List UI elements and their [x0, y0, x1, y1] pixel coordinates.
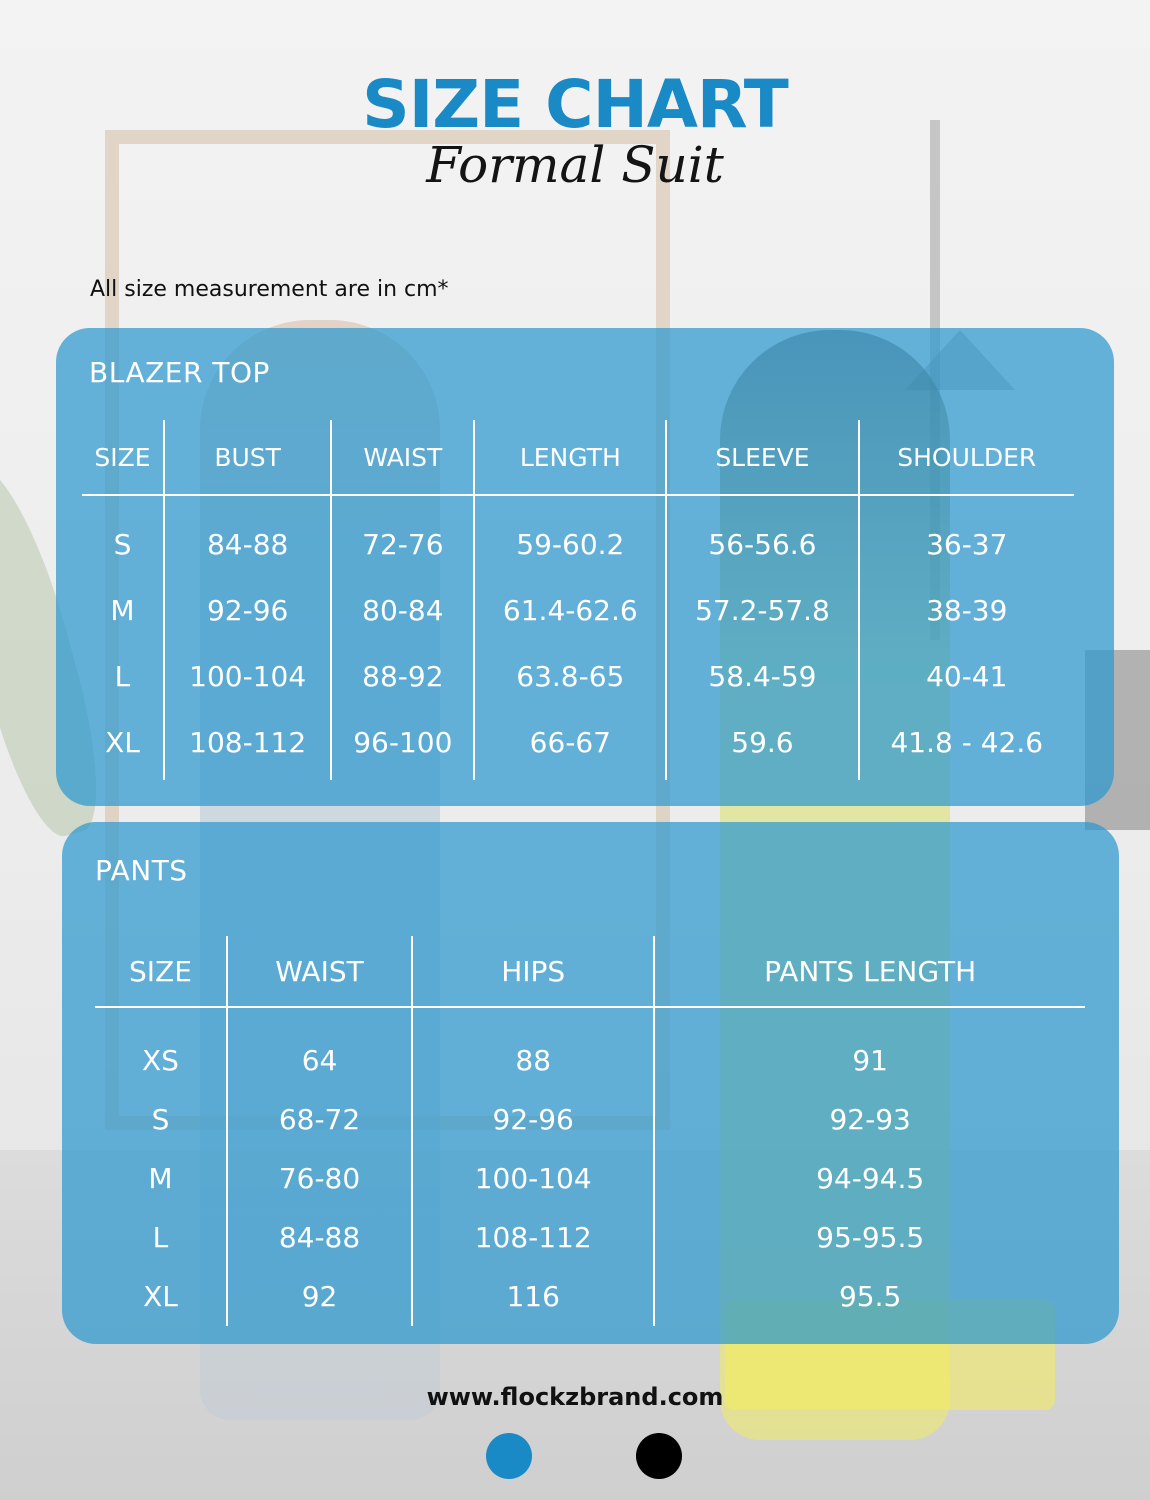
table-cell: 92 — [227, 1267, 412, 1326]
table-cell: 88-92 — [331, 643, 474, 709]
table-cell: 38-39 — [859, 577, 1074, 643]
table-cell: 41.8 - 42.6 — [859, 709, 1074, 780]
column-header: WAIST — [331, 420, 474, 495]
column-header: SHOULDER — [859, 420, 1074, 495]
table-row — [95, 1149, 1085, 1208]
table-cell: 92-96 — [412, 1090, 654, 1149]
website-link[interactable]: www.flockzbrand.com — [426, 1383, 724, 1411]
page-subtitle: Formal Suit — [426, 136, 724, 194]
column-header: WAIST — [227, 936, 412, 1007]
page-title: SIZE CHART — [362, 66, 788, 143]
table-cell: 96-100 — [331, 709, 474, 780]
blazer-size-table — [82, 420, 1074, 780]
table-row — [82, 709, 1074, 780]
table-cell: S — [151, 1103, 170, 1136]
measurement-note: All size measurement are in cm* — [90, 277, 449, 302]
color-swatch-black[interactable] — [636, 1433, 682, 1479]
table-cell: 91 — [654, 1007, 1085, 1090]
table-cell: 57.2-57.8 — [666, 577, 858, 643]
table-row — [82, 577, 1074, 643]
table-cell: L — [114, 659, 131, 693]
table-header-row — [82, 420, 1074, 495]
column-header: SIZE — [82, 420, 164, 495]
table-cell: 116 — [412, 1267, 654, 1326]
table-cell: 59.6 — [666, 709, 858, 780]
table-cell: 61.4-62.6 — [474, 577, 666, 643]
pants-size-panel — [62, 822, 1119, 1344]
pants-heading: PANTS — [95, 854, 188, 887]
table-cell: 59-60.2 — [474, 495, 666, 577]
table-cell: 66-67 — [474, 709, 666, 780]
table-cell: 108-112 — [164, 709, 332, 780]
table-cell: 84-88 — [227, 1208, 412, 1267]
table-cell: 92-93 — [654, 1090, 1085, 1149]
blazer-size-panel — [56, 328, 1114, 806]
table-cell: 84-88 — [164, 495, 332, 577]
table-cell: XL — [105, 725, 140, 759]
table-row — [95, 1208, 1085, 1267]
pants-size-table — [95, 936, 1085, 1326]
table-cell: 100-104 — [164, 643, 332, 709]
table-cell: XL — [143, 1280, 178, 1313]
table-cell: M — [148, 1162, 173, 1195]
table-cell: 63.8-65 — [474, 643, 666, 709]
column-header: HIPS — [412, 936, 654, 1007]
color-swatch-blue[interactable] — [486, 1433, 532, 1479]
table-cell: 68-72 — [227, 1090, 412, 1149]
table-cell: L — [152, 1221, 169, 1254]
table-header-row — [95, 936, 1085, 1007]
table-cell: 95.5 — [654, 1267, 1085, 1326]
table-cell: 88 — [412, 1007, 654, 1090]
column-header: LENGTH — [474, 420, 666, 495]
table-cell: 95-95.5 — [654, 1208, 1085, 1267]
table-cell: 58.4-59 — [666, 643, 858, 709]
table-row — [95, 1090, 1085, 1149]
blazer-heading: BLAZER TOP — [89, 356, 270, 389]
table-cell: 80-84 — [331, 577, 474, 643]
table-row — [95, 1007, 1085, 1090]
table-cell: 76-80 — [227, 1149, 412, 1208]
column-header: PANTS LENGTH — [654, 936, 1085, 1007]
table-cell: M — [110, 593, 135, 627]
table-cell: 56-56.6 — [666, 495, 858, 577]
table-cell: 40-41 — [859, 643, 1074, 709]
table-cell: 92-96 — [164, 577, 332, 643]
column-header: BUST — [164, 420, 332, 495]
table-row — [82, 643, 1074, 709]
column-header: SLEEVE — [666, 420, 858, 495]
table-cell: XS — [141, 1044, 179, 1077]
table-cell: 108-112 — [412, 1208, 654, 1267]
table-row — [95, 1267, 1085, 1326]
table-cell: 36-37 — [859, 495, 1074, 577]
table-row — [82, 495, 1074, 577]
table-cell: 100-104 — [412, 1149, 654, 1208]
table-cell: 64 — [227, 1007, 412, 1090]
column-header: SIZE — [95, 936, 227, 1007]
table-cell: S — [113, 527, 132, 561]
table-cell: 72-76 — [331, 495, 474, 577]
table-cell: 94-94.5 — [654, 1149, 1085, 1208]
